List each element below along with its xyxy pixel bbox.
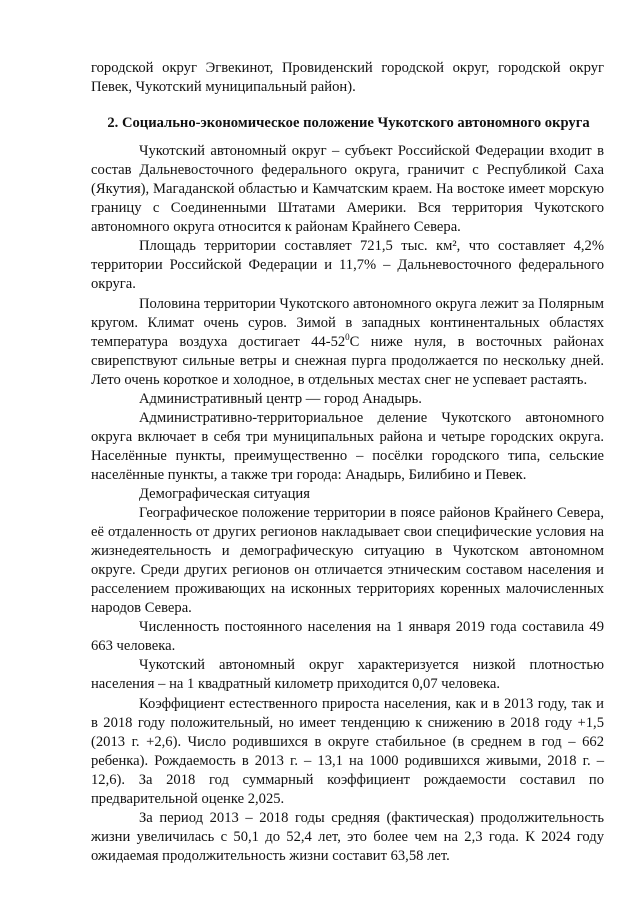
center-paragraph: Административный центр — город Анадырь. bbox=[139, 390, 422, 407]
density-paragraph: Чукотский автономный округ характеризуется низкой плотностью населения – на 1 квадратный километр приходится 0,07 человека. bbox=[91, 657, 604, 693]
climate-paragraph bbox=[91, 295, 604, 390]
climate-text-start: Половина территории Чукотского автономного округа лежит за Полярным кругом. Климат очень суров. Зимой в западных континентальных областях температура воздуха достигает 44-52 bbox=[91, 295, 604, 350]
division-paragraph: Административно-территориальное деление Чукотского автономного округа включает в себя три муниципальных района и четыре городских округа. Населённые пункты, преимущественно – посёлки городского типа, сельские населённые пункты, а также три города: Анадырь, Билибино и Певек. bbox=[91, 409, 604, 483]
area-paragraph: Площадь территории составляет 721,5 тыс. км², что составляет 4,2% территории Российской Федерации и 11,7% – Дальневосточного федерального округа. bbox=[91, 238, 604, 293]
intro-paragraph: городской округ Эгвекинот, Провиденский городской округ, городской округ Певек, Чукотский муниципальный район). bbox=[91, 60, 604, 96]
population-paragraph: Численность постоянного населения на 1 января 2019 года составила 49 663 человека. bbox=[91, 619, 604, 655]
demography-subheading: Демографическая ситуация bbox=[139, 485, 310, 502]
geography-paragraph: Географическое положение территории в поясе районов Крайнего Севера, её отдаленность от других регионов накладывает свои специфические условия на жизнедеятельность и демографическую ситуацию в Чукотском автономном округе. Среди других регионов он отличается этническим составом населения и расселением проживающих на исконных территориях коренных малочисленных народов Севера. bbox=[91, 505, 604, 617]
life-expectancy-paragraph: За период 2013 – 2018 годы средняя (фактическая) продолжительность жизни увеличилась с 50,1 до 52,4 лет, это более чем на 2,3 года. К 2024 году ожидаемая продолжительность жизни составит 63,58 лет. bbox=[91, 809, 604, 864]
climate-text-end: С ниже нуля, в восточных районах свирепствуют сильные ветры и снежная пурга продолжается по нескольку дней. Лето очень короткое и холодное, в отдельных местах снег не успевает растаять. bbox=[91, 333, 605, 388]
general-paragraph: Чукотский автономный округ – субъект Российской Федерации входит в состав Дальневосточного федерального округа, граничит с Республикой Саха (Якутия), Магаданской областью и Камчатским краем. На востоке имеет морскую границу с Соединенными Штатами Америки. Вся территория Чукотского автономного округа относится к районам Крайнего Севера. bbox=[91, 143, 604, 236]
degree-superscript: 0 bbox=[345, 331, 350, 342]
section-heading: 2. Социально-экономическое положение Чукотского автономного округа bbox=[107, 115, 590, 132]
growth-paragraph: Коэффициент естественного прироста населения, как и в 2013 году, так и в 2018 году положительный, но имеет тенденцию к снижению в 2018 году +1,5 (2013 г. +2,6). Число родившихся в округе стабильное (в среднем в год – 662 ребенка). Рождаемость в 2013 г. – 13,1 на 1000 родившихся живыми, 2018 г. – 12,6). За 2018 год суммарный коэффициент рождаемости составил по предварительной оценке 2,025. bbox=[91, 695, 604, 807]
